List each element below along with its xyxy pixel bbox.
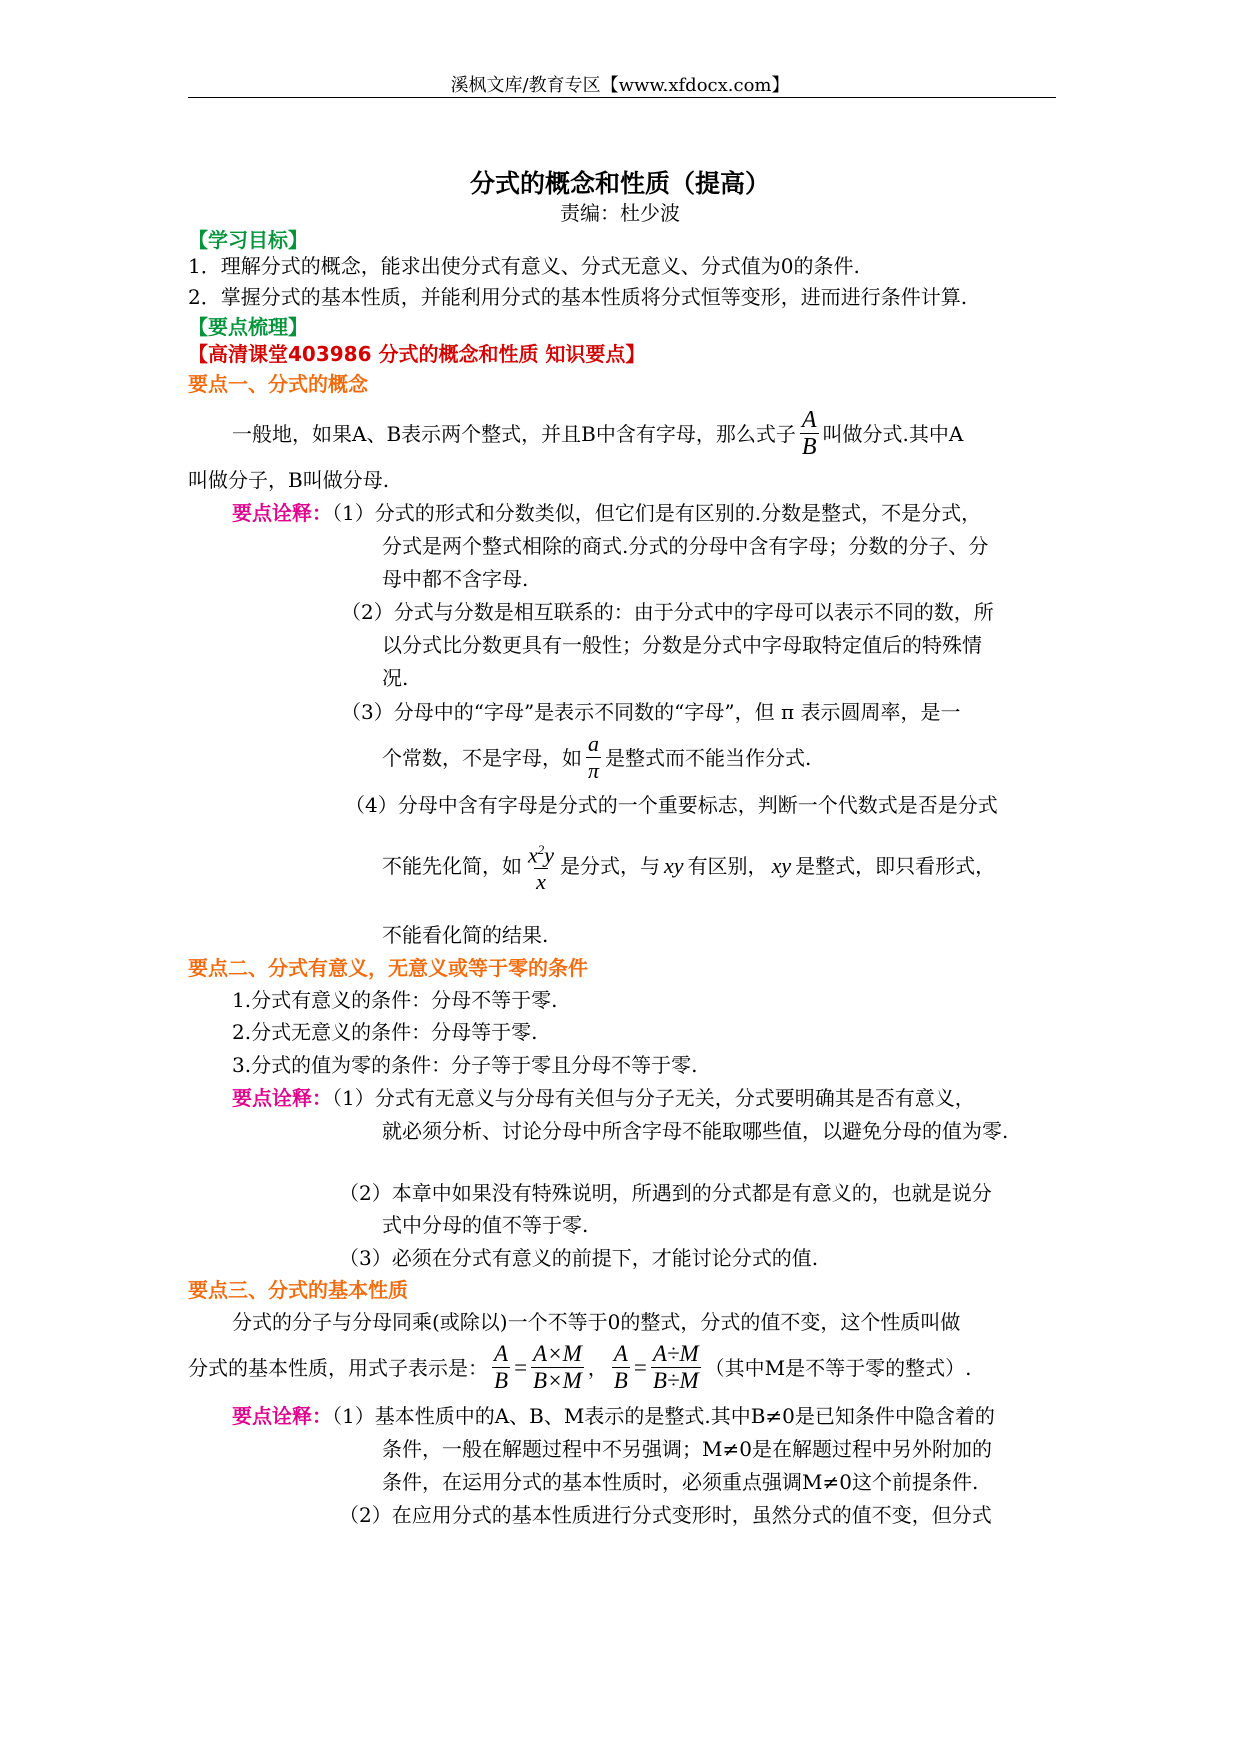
note-text: 是整式，即只看形式， [795,854,996,879]
point1-note-4: （4）分母中含有字母是分式的一个重要标志，判断一个代数式是否是分式 [345,793,998,817]
page-title: 分式的概念和性质（提高） [469,169,770,198]
point1-heading: 要点一、分式的概念 [188,372,368,396]
point1-note-3: （3）分母中的“字母”是表示不同数的“字母”，但 π 表示圆周率，是一 [341,700,961,724]
fraction-numerator: A÷M [652,1341,699,1366]
comma: ， [587,1355,608,1380]
header-rule [188,97,1056,98]
point2-note-2: （2）本章中如果没有特殊说明，所遇到的分式都是有意义的，也就是说分 [339,1181,992,1205]
point3-note-1-line-3: 条件，在运用分式的基本性质时，必须重点强调M≠0这个前提条件. [382,1470,979,1494]
note-label: 要点诠释： [232,501,332,525]
point3-heading: 要点三、分式的基本性质 [188,1278,408,1302]
note-label: 要点诠释： [232,1086,332,1110]
note-text: 是分式，与 [560,854,661,879]
note-text: 是整式而不能当作分式. [605,745,812,770]
objective-item-2: 2．掌握分式的基本性质，并能利用分式的基本性质将分式恒等变形，进而进行条件计算. [188,285,968,309]
point1-intro-text-b: 叫做分式.其中A [822,421,964,446]
var-y: y [544,842,555,868]
objective-item-1: 1．理解分式的概念，能求出使分式有意义、分式无意义、分式值为0的条件. [188,254,860,278]
fraction-a-over-b [612,1342,630,1393]
point1-note-4-line-3: 不能看化简的结果. [382,923,549,947]
fraction-denominator: B [801,434,817,460]
point1-note-2-line-3: 况. [382,666,409,690]
point3-note-1 [232,1403,995,1429]
point1-note-4-line-2 [382,838,995,894]
equals-sign: = [514,1354,528,1380]
point2-item-1: 1.分式有意义的条件：分母不等于零. [232,988,558,1012]
fraction-a-over-b [492,1342,510,1393]
point1-note-3-line-2 [382,732,811,783]
note-text: （1）基本性质中的A、B、M表示的是整式.其中B≠0是已知条件中隐含着的 [332,1404,995,1428]
point3-note-2: （2）在应用分式的基本性质进行分式变形时，虽然分式的值不变，但分式 [339,1503,992,1527]
point2-heading: 要点二、分式有意义，无意义或等于零的条件 [188,956,588,980]
hd-class-link: 【高清课堂403986 分式的概念和性质 知识要点】 [188,342,646,366]
fraction-numerator: A [494,1341,509,1366]
fraction-denominator: B×M [533,1368,582,1393]
summary-heading: 【要点梳理】 [188,315,308,339]
note-label: 要点诠释： [232,1404,332,1428]
point1-note-1-line-2: 分式是两个整式相除的商式.分式的分母中含有字母；分数的分子、分 [382,534,989,558]
expr-xy: xy [664,853,684,879]
fraction-denominator: B÷M [652,1368,699,1393]
note-text: （1）分式有无意义与分母有关但与分子无关，分式要明确其是否有意义， [332,1086,975,1110]
fraction-denominator: π [588,758,600,783]
point1-intro-line [232,408,963,459]
note-text: 分式的基本性质，用式子表示是： [188,1355,488,1380]
fraction-a-div-m-over-b-div-m [651,1342,701,1393]
expr-xy: xy [771,853,792,879]
note-text: 个常数，不是字母，如 [382,745,582,770]
note-text: （1）分式的形式和分数类似，但它们是有区别的.分数是整式，不是分式， [332,501,982,525]
point1-intro-text-c: 叫做分子，B叫做分母. [188,468,390,492]
equals-sign: = [633,1354,647,1380]
note-text: 有区别， [687,854,768,879]
fraction-am-over-bm [531,1342,584,1393]
point2-note-1 [232,1085,975,1111]
fraction-numerator: A [613,1341,628,1366]
point1-note-2: （2）分式与分数是相互联系的：由于分式中的字母可以表示不同的数，所 [341,600,994,624]
fraction-denominator: x [536,869,546,895]
fraction-numerator: A [801,407,817,433]
editor-line: 责编：杜少波 [560,201,680,225]
fraction-numerator: a [588,731,600,756]
point2-note-2-line-2: 式中分母的值不等于零. [382,1213,589,1237]
point1-note-2-line-2: 以分式比分数更具有一般性；分数是分式中字母取特定值后的特殊情 [382,633,982,657]
point2-item-3: 3.分式的值为零的条件：分子等于零且分母不等于零. [232,1053,698,1077]
point3-formula-line [188,1342,972,1393]
fraction-numerator: A×M [533,1341,582,1366]
point2-item-2: 2.分式无意义的条件：分母等于零. [232,1020,538,1044]
fraction-denominator: B [613,1368,628,1393]
fraction-a-over-pi [586,732,601,783]
var-x: x [528,842,538,868]
fraction-numerator [526,838,556,868]
point2-note-1-line-2: 就必须分析、讨论分母中所含字母不能取哪些值，以避免分母的值为零. [382,1119,1009,1143]
exponent: 2 [537,842,545,857]
fraction-x2y-over-x [526,838,556,894]
point1-intro-text-a: 一般地，如果A、B表示两个整式，并且B中含有字母，那么式子 [232,421,796,446]
note-text: （其中M是不等于零的整式）. [704,1355,972,1380]
site-header: 溪枫文库/教育专区【www.xfdocx.com】 [450,75,790,96]
objectives-heading: 【学习目标】 [188,228,308,252]
fraction-a-over-b [800,408,819,459]
point3-intro-a: 分式的分子与分母同乘(或除以)一个不等于0的整式，分式的值不变，这个性质叫做 [232,1310,961,1334]
note-text: 不能先化简，如 [382,854,522,879]
point3-note-1-line-2: 条件，一般在解题过程中不另强调；M≠0是在解题过程中另外附加的 [382,1437,992,1461]
point2-note-3: （3）必须在分式有意义的前提下，才能讨论分式的值. [339,1246,819,1270]
point1-note-1-line-3: 母中都不含字母. [382,567,529,591]
point1-note-1 [232,500,981,526]
fraction-denominator: B [494,1368,509,1393]
